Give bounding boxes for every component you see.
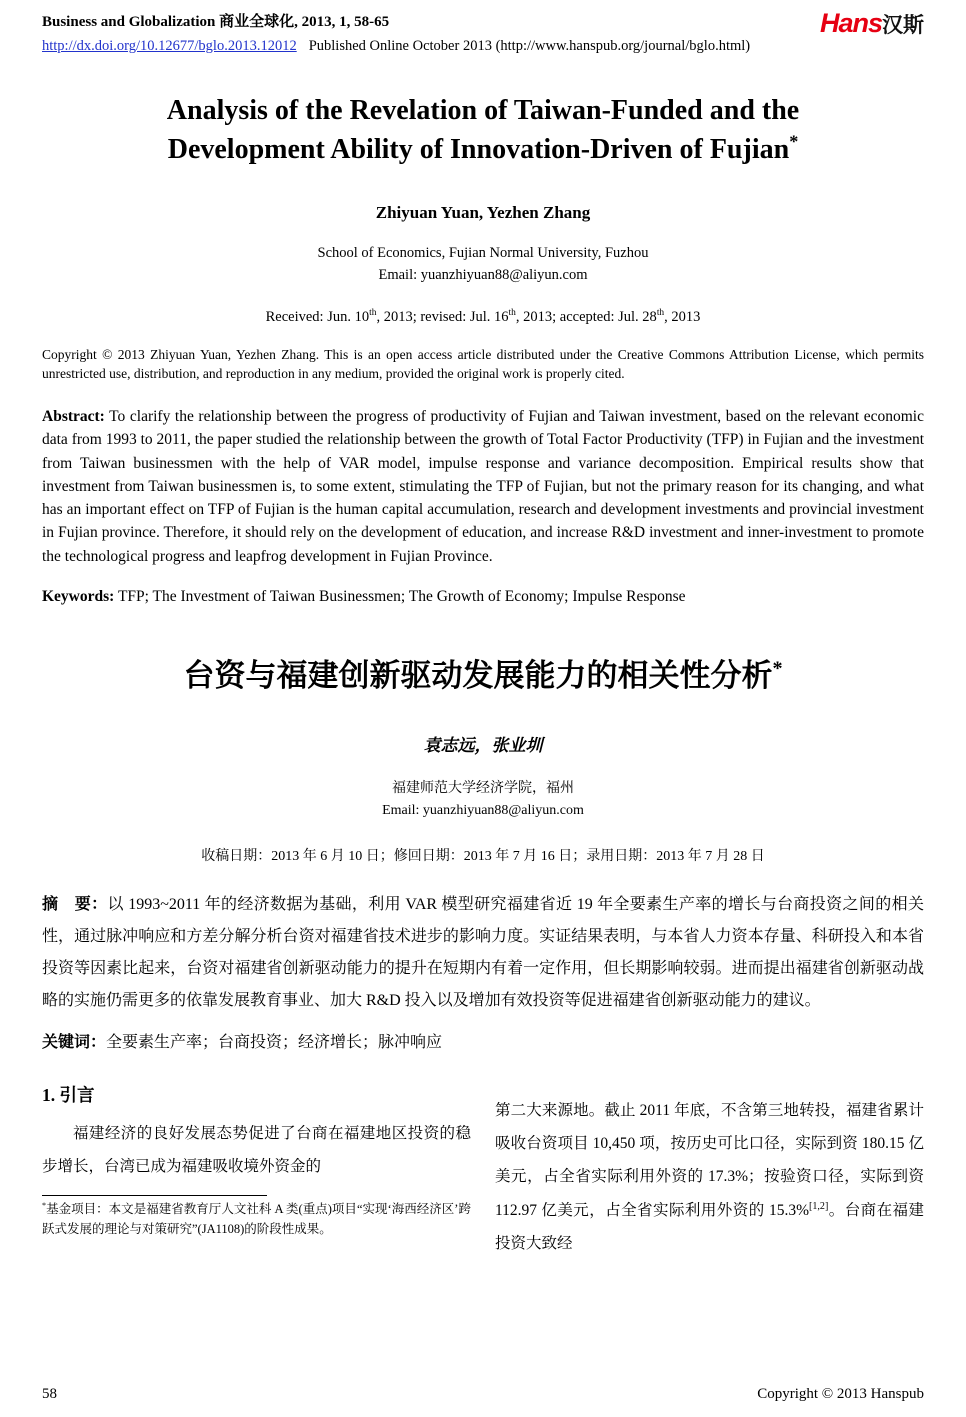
affiliation-block-cn bbox=[42, 778, 924, 823]
received-part: , 2013; accepted: Jul. 28 bbox=[515, 308, 657, 325]
keywords-en bbox=[42, 588, 924, 606]
article-title-en-line1: Analysis of the Revelation of Taiwan-Funded and the bbox=[166, 95, 800, 126]
keywords-text-en: TFP; The Investment of Taiwan Businessmen; The Growth of Economy; Impulse Response bbox=[117, 587, 686, 605]
footnote-marker: * bbox=[42, 1201, 47, 1211]
published-online-text: Published Online October 2013 (http://www.hanspub.org/journal/bglo.html) bbox=[308, 38, 751, 54]
right-column bbox=[495, 1082, 924, 1261]
funding-footnote bbox=[42, 1200, 471, 1239]
intro-right-text-cont: 。台商在福建投资大致经 bbox=[495, 1201, 924, 1252]
ordinal-sup: th bbox=[369, 308, 377, 319]
abstract-text-cn: 以 1993~2011 年的经济数据为基础，利用 VAR 模型研究福建省近 19 年全要素生产率的增长与台商投资之间的相关性，通过脉冲响应和方差分解分析台资对福建省技术进步的影响力度。实证结果表明，与本省人力资本存量、科研投入和本省投资等因素比起来，台资对福建省创新驱动能力的提升在短期内有着一定作用，但长期影响较弱。进而提出福建省创新驱动战略的实施仍需更多的依靠发展教育事业、加大 R&D 投入以及增加有效投资等促进福建省创新驱动能力的建议。 bbox=[42, 895, 924, 1009]
journal-header bbox=[42, 10, 924, 55]
received-part: Received: Jun. 10 bbox=[265, 308, 370, 325]
abstract-cn bbox=[42, 889, 924, 1017]
publication-info-line bbox=[42, 38, 924, 55]
ordinal-sup: th bbox=[508, 308, 516, 319]
intro-paragraph-left: 福建经济的良好发展态势促进了台商在福建地区投资的稳步增长，台湾已成为福建吸收境外资金的 bbox=[42, 1124, 471, 1175]
hanspub-logo bbox=[820, 8, 924, 39]
keywords-cn bbox=[42, 1029, 924, 1052]
intro-right-text: 第二大来源地。截止 2011 年底，不含第三地转投，福建省累计吸收台资项目 10,450 项，按历史可比口径，实际到资 180.15 亿美元，占全省实际利用外资的 17.3%；按验资口径，实际到资 112.97 亿美元，占全省实际利用外资的 15.3% bbox=[495, 1101, 924, 1219]
footnote-separator bbox=[42, 1195, 267, 1196]
affiliation-block-en bbox=[42, 243, 924, 287]
ordinal-sup: th bbox=[656, 308, 665, 319]
page-footer bbox=[42, 1386, 924, 1403]
abstract-label-en: Abstract: bbox=[42, 408, 105, 426]
keywords-label-cn: 关键词： bbox=[42, 1033, 107, 1051]
logo-hans-cjk-text: 汉斯 bbox=[882, 13, 924, 37]
received-part: , 2013 bbox=[664, 308, 701, 325]
copyright-notice: Copyright © 2013 Zhiyuan Yuan, Yezhen Zhang. This is an open access article distributed under the Creative Commons Attribution License, which permits unrestricted use, distribution, and reproduction in any medium, provided the original work is properly cited. bbox=[42, 346, 924, 381]
article-title-cn-text: 台资与福建创新驱动发展能力的相关性分析 bbox=[183, 657, 773, 693]
email-cn: Email: yuanzhiyuan88@aliyun.com bbox=[382, 803, 584, 819]
doi-link[interactable]: http://dx.doi.org/10.12677/bglo.2013.12012 bbox=[42, 38, 297, 54]
title-footnote-marker-cn: * bbox=[772, 657, 783, 680]
received-dates-cn: 收稿日期：2013 年 6 月 10 日；修回日期：2013 年 7 月 16 日；录用日期：2013 年 7 月 28 日 bbox=[201, 848, 765, 864]
page-number: 58 bbox=[42, 1386, 57, 1402]
article-title-cn bbox=[42, 650, 924, 695]
abstract-text-en: To clarify the relationship between the progress of productivity of Fujian and Taiwan investment, based on the relevant economic data from 1993 to 2011, the paper studied the relationship between the growth of Total Factor Productivity (TFP) in Fujian and the investment from Taiwan businessmen with the help of VAR model, impulse response and variance decomposition. Empirical results show that investment from Taiwan businessmen is, to some extent, stimulating the TFP of Fujian, but not the primary reason for its changing, and what has an important effect on TFP of Fujian is the human capital accumulation, research and development investments and provincial investment in Fujian province. Therefore, it should rely on the development of education, and increase R&D investment and inner-investment to promote the technological progress and leapfrog development in Fujian Province. bbox=[42, 408, 924, 565]
affiliation-cn: 福建师范大学经济学院，福州 bbox=[392, 780, 574, 796]
received-part: , 2013; revised: Jul. 16 bbox=[376, 308, 509, 325]
keywords-label-en: Keywords: bbox=[42, 587, 115, 605]
two-column-body bbox=[42, 1082, 924, 1261]
received-dates-en bbox=[42, 309, 924, 326]
authors-en: Zhiyuan Yuan, Yezhen Zhang bbox=[375, 203, 591, 223]
title-footnote-marker: * bbox=[789, 131, 799, 152]
journal-citation: Business and Globalization 商业全球化, 2013, 1, 58-65 bbox=[42, 14, 390, 30]
email-en: Email: yuanzhiyuan88@aliyun.com bbox=[378, 267, 588, 284]
affiliation-en: School of Economics, Fujian Normal University, Fuzhou bbox=[317, 245, 649, 262]
logo-hans-wordmark: Hans bbox=[819, 8, 882, 38]
article-title-en bbox=[42, 91, 924, 169]
left-column bbox=[42, 1082, 471, 1261]
section-1-heading: 1. 引言 bbox=[42, 1084, 95, 1105]
abstract-label-cn: 摘 要： bbox=[42, 895, 108, 913]
footnote-text: 基金项目：本文是福建省教育厅人文社科 A 类(重点)项目“实现‘海西经济区’跨跃式发展的理论与对策研究”(JA1108)的阶段性成果。 bbox=[42, 1202, 471, 1236]
citation-marker: [1,2] bbox=[809, 1200, 829, 1212]
abstract-en bbox=[42, 405, 924, 568]
article-title-en-line2: Development Ability of Innovation-Driven of Fujian bbox=[167, 134, 790, 166]
keywords-text-cn: 全要素生产率；台商投资；经济增长；脉冲响应 bbox=[106, 1033, 443, 1051]
footer-copyright: Copyright © 2013 Hanspub bbox=[757, 1386, 924, 1402]
intro-paragraph-right bbox=[495, 1094, 924, 1261]
authors-cn: 袁志远，张业圳 bbox=[423, 735, 543, 755]
